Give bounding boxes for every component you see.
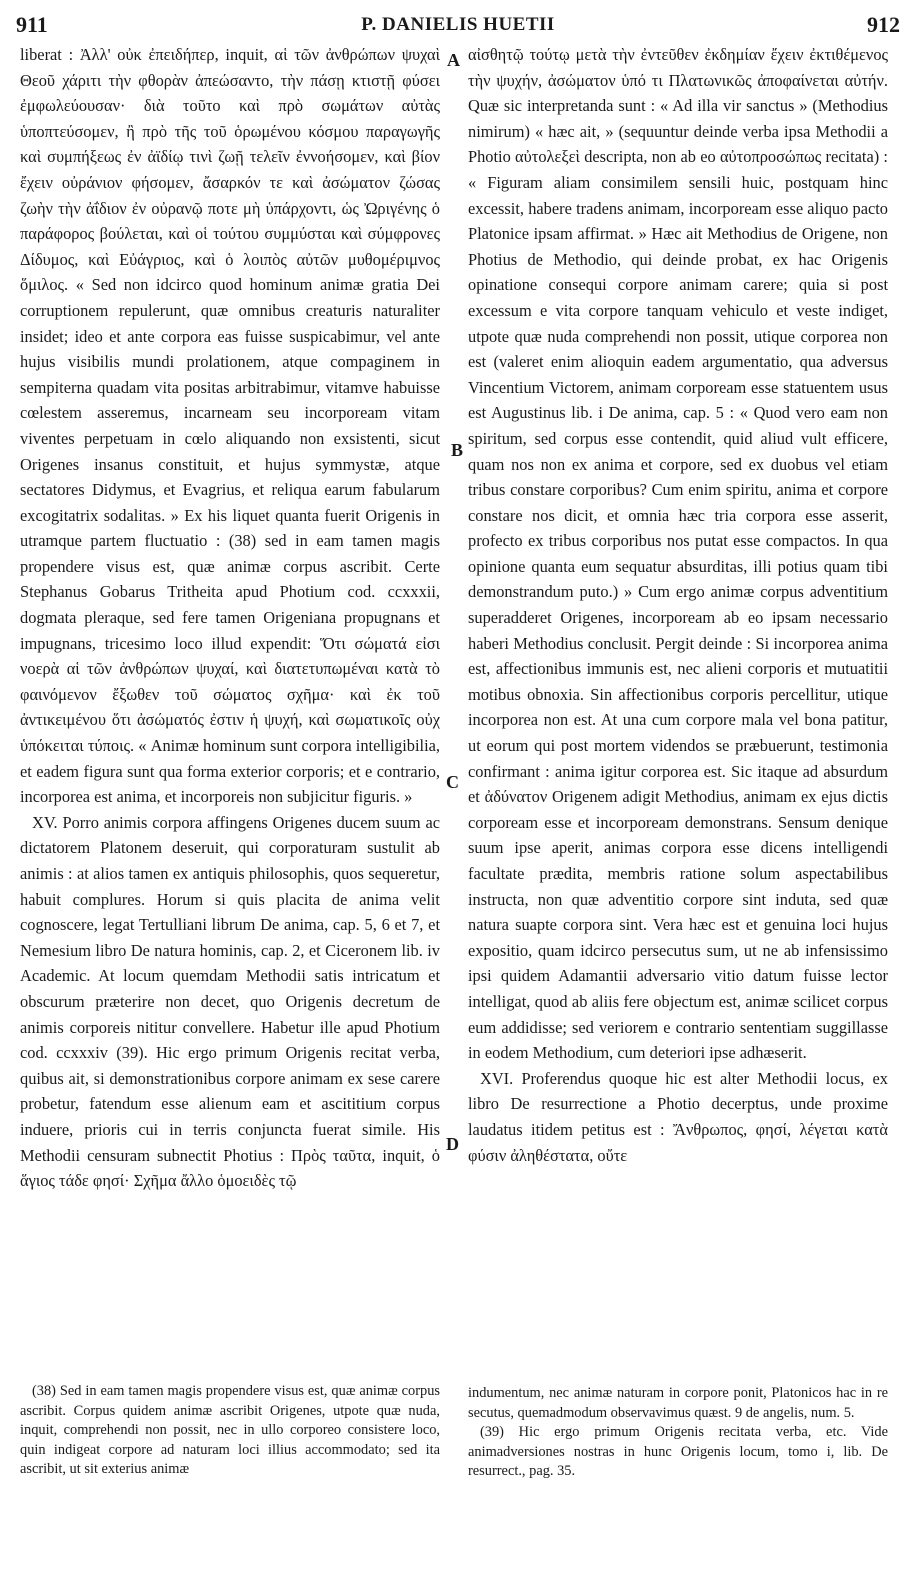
right-paragraph-2: XVI. Proferendus quoque hic est alter Methodii locus, ex libro De resurrectione a Photio decerptus, unde proxime laudatus itidem petitus est : Ἄνθρωπος, φησί, λέγεται κατὰ φύσιν ἀληθέστατα, οὔτε xyxy=(468,1068,888,1165)
margin-letter-b: B xyxy=(451,440,464,460)
footnote-38: (38) Sed in eam tamen magis propendere visus est, quæ animæ corpus ascribit. Corpus quidem animæ ascribit Origenes, utpote quæ nuda, inquit, comprehendi non possit, nec in ullo corporeo consistere loco, quin indigeat corpore ad naturam loci illius accommodato; sed ita ascribit, ut sit exterius animæ xyxy=(20,1383,440,1478)
margin-letter-c: C xyxy=(446,772,459,792)
margin-letter-d: D xyxy=(446,1134,459,1154)
footnote-38-continued: indumentum, nec animæ naturam in corpore ponit, Platonicos hac in re secutus, quemadmodum observavimus quæst. 9 de angelis, num. 5. xyxy=(468,1385,888,1421)
right-column xyxy=(468,42,888,1168)
footnotes-right xyxy=(468,1384,888,1482)
page-number-left: 911 xyxy=(16,12,48,37)
margin-letter-a: A xyxy=(447,50,460,70)
right-paragraph-1: αἰσθητῷ τούτῳ μετὰ τὴν ἐντεῦθεν ἐκδημίαν ἔχειν ἐκτιθέμενος τὴν ψυχήν, ἀσώματον ὑπό τι Πλατωνικῶς ἀποφαίνεται αὐτήν. Quæ sic interpretanda sunt : « Ad illa vir sanctus » (Methodius nimirum) « hæc ait, » (sequuntur deinde verba ipsa Methodii a Photio αὐτολεξεὶ descripta, non ab eo αὐτοπροσώπως recitata) : « Figuram aliam consimilem sensili huic, postquam hinc excessit, habere tradens animam, incorpoream esse aliquo pacto Platonice ipsam affirmat. » Hæc ait Methodius de Origene, non Photius de Methodio, qui deinde probat, ex hac Origenis opinatione consequi corpore animam carere; quia si post excessum e vita corpore tanquam vehiculo et veste indiget, utpote quæ nuda comprehendi non possit, utique corporea non est (valeret enim alioquin eadem argumentatio, qua adversus Vincentium Victorem, animam corpoream esse statuentem usus est Augustinus lib. i De anima, cap. 5 : « Quod vero eam non spiritum, sed corpus esse contendit, quid aliud vult efficere, quam nos non ex anima et corpore, sed ex duobus vel etiam tribus constare corporibus? Cum enim spiritu, anima et corpore constare nos dicit, et omnia hæc tria corpora esse asserit, profecto ex tribus corporibus nos putat esse compactos. In qua opinione quanta eum sequatur absurditas, illi potius quam tibi demonstrandum puto.) » Cum ergo animæ corpus adventitium superadderet Origenes, incorpoream ab eo ipsam necessario haberi Methodius conclusit. Pergit deinde : Si incorporea anima est, affectionibus immunis est, nec alieni corporis et mutuatitii motibus obnoxia. Sin affectionibus corporis percellitur, utique incorporea non est. At una cum corpore mala vel bona patitur, ut eorum qui post mortem videndos se præbuerunt, testimonia confirmant : anima igitur corporea est. Sic itaque ad absurdum et ἀδύνατον Origenem adigit Methodius, animam ex ejus dictis corpoream esse et incorpoream demonstrans. Sensum denique suum ipse aperit, animas corpora esse dicens intelligendi facultate prædita, membris ratione solum aspectabilibus instructa, non quæ adventitio corpore sint induta, sed quæ natura suapte corpora sint. Vera hæc est et genuina loci hujus expositio, quam idcirco persecutus sum, ut ne ab infensissimo ipsi quidem Adamantii adversario vitio datum fuisse lector intelligat, quod ab aliis fere objectum est, animæ scilicet corpus eum addidisse; sed veriorem e contrario sententiam suggillasse in eodem Methodium, cum deteriori ipse adhæserit. xyxy=(468,45,888,1063)
footnotes-left xyxy=(20,1382,440,1480)
footnote-39: (39) Hic ergo primum Origenis recitata verba, etc. Vide animadversiones nostras in hunc Origenis locum, tomo i, lib. De resurrect., pag. 35. xyxy=(468,1424,888,1480)
page-header xyxy=(16,12,900,42)
page-number-right: 912 xyxy=(867,12,900,37)
left-paragraph-1: liberat : Ἀλλ' οὐκ ἐπειδήπερ, inquit, αἱ τῶν ἀνθρώπων ψυχαὶ Θεοῦ χάριτι τὴν φθορὰν ἀπεώσαντο, τὴν πάσῃ κτιστῇ φύσει ἐμφωλεύουσαν· διὰ τοῦτο καὶ πρὸ σωμάτων αὐτὰς ὑποπτεύσομεν, ἢ πρὸ τῆς τοῦ ὁρωμένου κόσμου παραγωγῆς καὶ συμπήξεως ἐν ἀϊδίῳ τινὶ ζωῇ τελεῖν ἐννοήσομεν, καὶ βίον ἔχειν οὐράνιον φήσομεν, ἄσαρκόν τε καὶ ἀσώματον ζώσας ζωὴν τὴν ἀΐδιον ἐν οὐρανῷ ποτε μὴ ὑπάρχοντι, ὡς Ὠριγένης ὁ παράφορος βούλεται, καὶ οἱ τούτου συμμύσται καὶ σύμφρονες Δίδυμος, καὶ Εὐάγριος, καὶ ὁ λοιπὸς αὐτῶν μυθομέριμνος ὅμιλος. « Sed non idcirco quod hominum animæ gratia Dei corruptionem repulerunt, quæ omnibus creaturis naturaliter insidet; ideo et ante corpora eas fuisse suspicabimur, vel ante hujus visibilis mundi prolationem, atque compaginem in sempiterna quadam vita positas arbitrabimur, vitamve habuisse cœlestem asseremus, incarneam seu incorpoream vitam viventes perpetuam in cœlo aliquando non exsistenti, sicut Origenes insanus constituit, et hujus symmystæ, atque sectatores Didymus, et Evagrius, et reliqua earum fabularum excogitatrix sodalitas. » Ex his liquet quanta fuerit Origenis in utramque partem fluctuatio : (38) sed in eam tamen magis propendere visus est, quæ animæ corpus ascribit. Certe Stephanus Gobarus Tritheita apud Photium cod. ccxxxii, dogmata pleraque, sed fere tamen Origeniana propugnans et impugnans, tricesimo loco illud expendit: Ὅτι σώματά εἰσι νοερὰ αἱ τῶν ἀνθρώπων ψυχαί, καὶ διατετυπωμέναι κατὰ τὸ φαινόμενον ἔξωθεν τοῦ σώματος σχῆμα· καὶ ἐκ τοῦ ἀντικειμένου ὅτι ἀσώματός ἐστιν ἡ ψυχή, καὶ σωματικοῖς οὐχ ὑπόκειται τύποις. « Animæ hominum sunt corpora intelligibilia, et eadem figura sunt qua forma exterior corporis; et e contrario, incorporea est anima, et incorporeis non subjicitur figuris. » xyxy=(20,45,440,807)
left-column xyxy=(20,42,440,1194)
left-paragraph-2: XV. Porro animis corpora affingens Origenes ducem suum ac dictatorem Platonem deseruit, qui corporaturam sustulit ab animis : at alios tamen ex antiquis philosophis, quos sequeretur, habuit complures. Horum si quis placita de anima velit cognoscere, legat Tertulliani librum De anima, cap. 5, 6 et 7, et Nemesium libro De natura hominis, cap. 2, et Ciceronem lib. iv Academic. At locum quemdam Methodii satis intricatum et obscurum præterire non decet, quo Origenis decretum de animis corporeis nititur convellere. Habetur ille apud Photium cod. ccxxxiv (39). Hic ergo primum Origenis recitat verba, quibus ait, si demonstrationibus corpore animam ex sese carere probetur, fatendum esse alienum eam et ascititium corpus induere, prioris cui in terris conjuncta fuerat simile. His Methodii censuram subnectit Photius : Πρὸς ταῦτα, inquit, ὁ ἅγιος τάδε φησί· Σχῆμα ἄλλο ὁμοειδὲς τῷ xyxy=(20,812,440,1191)
running-title: P. DANIELIS HUETII xyxy=(361,14,555,35)
